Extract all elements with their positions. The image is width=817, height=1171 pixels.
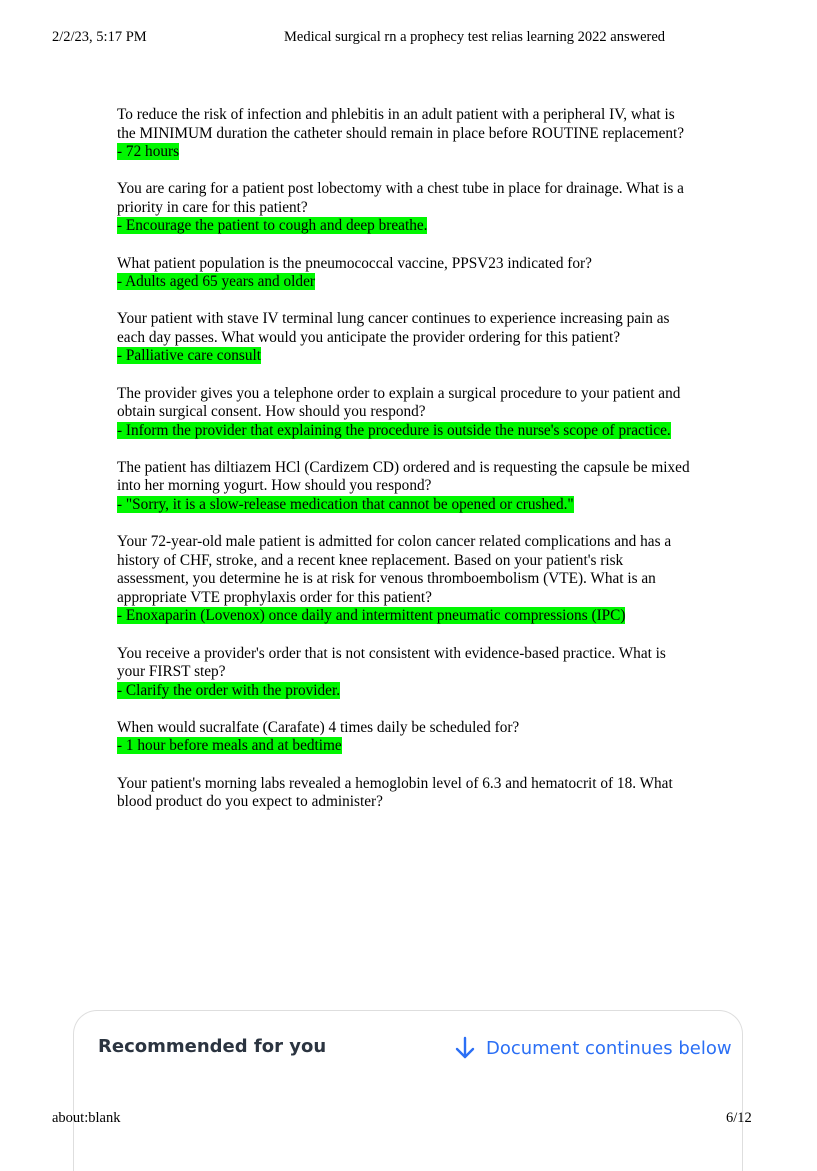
- qa-item: [117, 310, 697, 366]
- answer-highlight: - Enoxaparin (Lovenox) once daily and intermittent pneumatic compressions (IPC): [117, 607, 626, 625]
- qa-item: [117, 459, 697, 515]
- print-datetime: 2/2/23, 5:17 PM: [52, 29, 147, 45]
- qa-item: [117, 385, 697, 441]
- answer-highlight: - Clarify the order with the provider.: [117, 681, 341, 699]
- qa-item: [117, 255, 697, 292]
- question-text: What patient population is the pneumococcal vaccine, PPSV23 indicated for?: [117, 254, 592, 272]
- qa-item: [117, 719, 697, 756]
- answer-highlight: - 72 hours: [117, 143, 180, 161]
- answer-highlight: - 1 hour before meals and at bedtime: [117, 737, 342, 755]
- footer-url: about:blank: [52, 1110, 121, 1126]
- question-text: You are caring for a patient post lobectomy with a chest tube in place for drainage. What is a priority in care for this patient?: [117, 180, 684, 216]
- question-text: The provider gives you a telephone order to explain a surgical procedure to your patient and obtain surgical consent. How should you respond?: [117, 384, 681, 421]
- recommended-card: [73, 1010, 743, 1171]
- question-text: To reduce the risk of infection and phlebitis in an adult patient with a peripheral IV, what is the MINIMUM duration the catheter should remain in place before ROUTINE replacement?: [117, 106, 685, 142]
- question-text: Your patient with stave IV terminal lung cancer continues to experience increasing pain as each day passes. What would you anticipate the provider ordering for this patient?: [117, 310, 670, 346]
- qa-item: [117, 106, 697, 162]
- document-continues-button[interactable]: [454, 1036, 732, 1060]
- question-text: The patient has diltiazem HCl (Cardizem CD) ordered and is requesting the capsule be mixed into her morning yogurt. How should you respond?: [117, 458, 690, 495]
- page-number: 6/12: [726, 1110, 752, 1126]
- qa-item: [117, 775, 697, 812]
- answer-highlight: - Palliative care consult: [117, 347, 261, 365]
- qa-item: [117, 645, 697, 701]
- question-text: Your patient's morning labs revealed a hemoglobin level of 6.3 and hematocrit of 18. What blood product do you expect to administer?: [117, 774, 673, 811]
- qa-list: [117, 106, 697, 830]
- question-text: You receive a provider's order that is not consistent with evidence-based practice. What is your FIRST step?: [117, 644, 666, 681]
- arrow-down-icon: [454, 1036, 476, 1060]
- recommended-title: Recommended for you: [98, 1036, 327, 1057]
- question-text: Your 72-year-old male patient is admitted for colon cancer related complications and has a history of CHF, stroke, and a recent knee replacement. Based on your patient's risk assessment, you determine he is at risk for venous thromboembolism (VTE). What is an appropriate VTE prophylaxis order for this patient?: [117, 533, 672, 606]
- qa-item: [117, 180, 697, 236]
- document-continues-label: Document continues below: [486, 1037, 732, 1059]
- answer-highlight: - Adults aged 65 years and older: [117, 273, 315, 291]
- answer-highlight: - Inform the provider that explaining the procedure is outside the nurse's scope of practice.: [117, 421, 671, 439]
- answer-highlight: - Encourage the patient to cough and deep breathe.: [117, 217, 428, 235]
- answer-highlight: - "Sorry, it is a slow-release medication that cannot be opened or crushed.": [117, 496, 574, 513]
- qa-item: [117, 533, 697, 626]
- question-text: When would sucralfate (Carafate) 4 times daily be scheduled for?: [117, 718, 520, 736]
- document-title: Medical surgical rn a prophecy test relias learning 2022 answered: [284, 29, 666, 45]
